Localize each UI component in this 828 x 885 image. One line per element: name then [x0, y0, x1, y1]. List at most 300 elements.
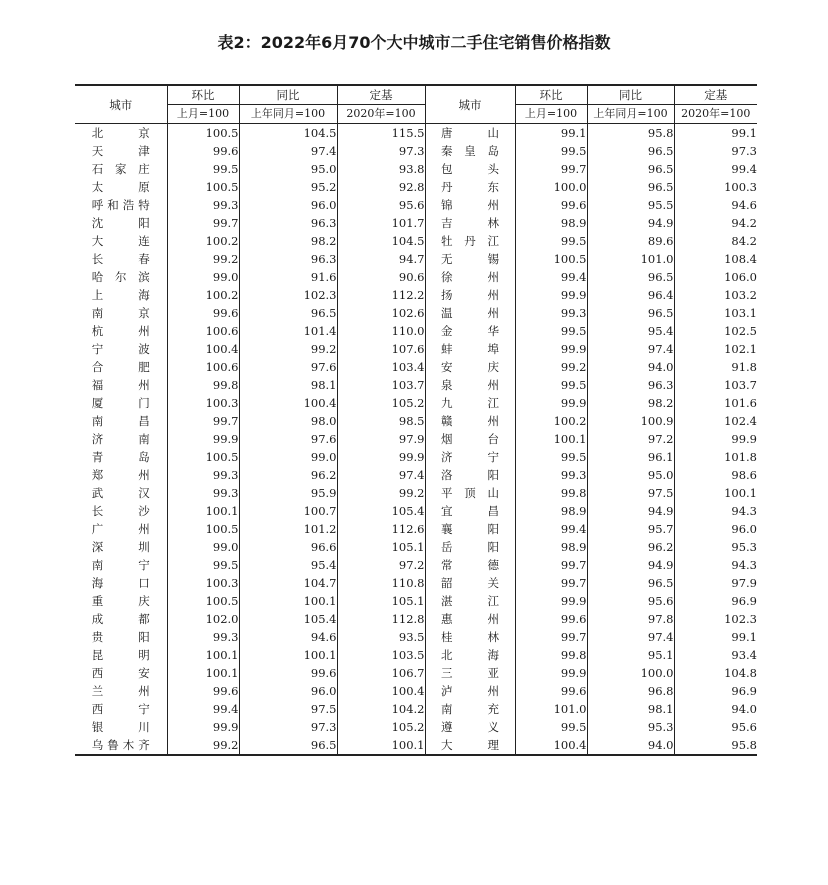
city-name: 济 宁 — [441, 450, 499, 464]
base-value: 101.6 — [674, 394, 757, 412]
city-header-right: 城市 — [425, 85, 515, 124]
yoy-value: 96.4 — [587, 286, 674, 304]
yoy-value: 94.9 — [587, 214, 674, 232]
base-value: 84.2 — [674, 232, 757, 250]
table-row — [75, 160, 757, 178]
city-cell-left — [75, 574, 167, 592]
base-value: 103.4 — [337, 358, 425, 376]
city-name: 韶 关 — [441, 576, 499, 590]
city-cell-right — [425, 736, 515, 755]
base-value: 112.8 — [337, 610, 425, 628]
city-name: 长 春 — [91, 252, 150, 266]
base-value: 94.7 — [337, 250, 425, 268]
base-value: 94.2 — [674, 214, 757, 232]
city-name: 牡丹江 — [441, 234, 499, 248]
yoy-value: 100.4 — [239, 394, 337, 412]
city-cell-left — [75, 538, 167, 556]
yoy-value: 95.9 — [239, 484, 337, 502]
city-cell-left — [75, 178, 167, 196]
base-value: 103.1 — [674, 304, 757, 322]
mom-value: 100.2 — [515, 412, 587, 430]
table-row — [75, 736, 757, 755]
base-value: 105.2 — [337, 718, 425, 736]
yoy-value: 98.2 — [587, 394, 674, 412]
yoy-value: 96.5 — [587, 268, 674, 286]
base-value: 93.4 — [674, 646, 757, 664]
city-name: 徐 州 — [441, 270, 499, 284]
base-value: 103.7 — [674, 376, 757, 394]
yoy-value: 97.2 — [587, 430, 674, 448]
mom-value: 100.6 — [167, 322, 239, 340]
city-cell-right — [425, 178, 515, 196]
base-header-left: 定基 — [337, 85, 425, 105]
table-row — [75, 466, 757, 484]
city-cell-right — [425, 268, 515, 286]
yoy-value: 104.7 — [239, 574, 337, 592]
yoy-value: 94.9 — [587, 556, 674, 574]
city-name: 泉 州 — [441, 378, 499, 392]
base-value: 95.3 — [674, 538, 757, 556]
yoy-value: 97.5 — [239, 700, 337, 718]
city-name: 西 安 — [91, 666, 150, 680]
city-cell-left — [75, 646, 167, 664]
city-cell-right — [425, 376, 515, 394]
mom-value: 100.5 — [167, 592, 239, 610]
yoy-value: 96.3 — [239, 250, 337, 268]
mom-value: 100.5 — [515, 250, 587, 268]
city-cell-left — [75, 466, 167, 484]
city-name: 乌鲁木齐 — [91, 738, 150, 752]
mom-value: 99.6 — [515, 682, 587, 700]
table-row — [75, 556, 757, 574]
yoy-value: 99.0 — [239, 448, 337, 466]
table-row — [75, 430, 757, 448]
city-name: 福 州 — [91, 378, 150, 392]
city-cell-right — [425, 574, 515, 592]
mom-value: 98.9 — [515, 538, 587, 556]
city-cell-right — [425, 538, 515, 556]
base-value: 102.1 — [674, 340, 757, 358]
city-name: 秦皇岛 — [441, 144, 499, 158]
mom-value: 99.5 — [515, 448, 587, 466]
city-name: 郑 州 — [91, 468, 150, 482]
city-name: 吉 林 — [441, 216, 499, 230]
base-value: 98.6 — [674, 466, 757, 484]
city-cell-left — [75, 736, 167, 755]
yoy-value: 95.0 — [587, 466, 674, 484]
yoy-value: 96.8 — [587, 682, 674, 700]
mom-value: 99.1 — [515, 124, 587, 143]
yoy-value: 100.1 — [239, 646, 337, 664]
table-row — [75, 178, 757, 196]
mom-subheader-right: 上月=100 — [515, 105, 587, 124]
mom-value: 99.6 — [167, 682, 239, 700]
city-name: 银 川 — [91, 720, 150, 734]
yoy-value: 96.1 — [587, 448, 674, 466]
table-row — [75, 682, 757, 700]
city-cell-left — [75, 250, 167, 268]
city-cell-right — [425, 160, 515, 178]
yoy-header-right: 同比 — [587, 85, 674, 105]
city-cell-right — [425, 520, 515, 538]
yoy-value: 95.3 — [587, 718, 674, 736]
city-name: 锦 州 — [441, 198, 499, 212]
city-name: 常 德 — [441, 558, 499, 572]
table-row — [75, 250, 757, 268]
mom-value: 99.7 — [515, 628, 587, 646]
city-cell-left — [75, 340, 167, 358]
table-row — [75, 412, 757, 430]
city-cell-right — [425, 304, 515, 322]
base-value: 97.3 — [337, 142, 425, 160]
base-value: 94.0 — [674, 700, 757, 718]
mom-value: 100.3 — [167, 574, 239, 592]
yoy-value: 95.4 — [239, 556, 337, 574]
base-value: 101.8 — [674, 448, 757, 466]
mom-value: 100.5 — [167, 124, 239, 143]
city-cell-right — [425, 124, 515, 143]
city-cell-right — [425, 286, 515, 304]
city-name: 平顶山 — [441, 486, 499, 500]
city-name: 天 津 — [91, 144, 150, 158]
mom-value: 100.3 — [167, 394, 239, 412]
yoy-value: 97.4 — [239, 142, 337, 160]
yoy-value: 95.7 — [587, 520, 674, 538]
mom-value: 99.5 — [515, 232, 587, 250]
mom-value: 100.1 — [167, 646, 239, 664]
city-name: 沈 阳 — [91, 216, 150, 230]
base-value: 94.3 — [674, 556, 757, 574]
table-row — [75, 574, 757, 592]
yoy-value: 97.3 — [239, 718, 337, 736]
base-value: 100.3 — [674, 178, 757, 196]
base-value: 94.6 — [674, 196, 757, 214]
base-value: 93.8 — [337, 160, 425, 178]
city-name: 洛 阳 — [441, 468, 499, 482]
mom-value: 100.1 — [167, 502, 239, 520]
city-cell-right — [425, 322, 515, 340]
base-value: 106.7 — [337, 664, 425, 682]
city-name: 太 原 — [91, 180, 150, 194]
city-cell-left — [75, 610, 167, 628]
table-row — [75, 628, 757, 646]
city-name: 厦 门 — [91, 396, 150, 410]
mom-value: 99.3 — [515, 466, 587, 484]
city-cell-left — [75, 556, 167, 574]
city-name: 惠 州 — [441, 612, 499, 626]
mom-value: 99.3 — [167, 466, 239, 484]
mom-subheader-left: 上月=100 — [167, 105, 239, 124]
city-name: 三 亚 — [441, 666, 499, 680]
yoy-value: 94.0 — [587, 358, 674, 376]
city-cell-left — [75, 304, 167, 322]
base-value: 110.8 — [337, 574, 425, 592]
city-cell-right — [425, 394, 515, 412]
yoy-value: 96.5 — [587, 178, 674, 196]
city-cell-right — [425, 412, 515, 430]
base-value: 99.1 — [674, 628, 757, 646]
base-value: 106.0 — [674, 268, 757, 286]
base-value: 103.5 — [337, 646, 425, 664]
city-name: 武 汉 — [91, 486, 150, 500]
city-name: 丹 东 — [441, 180, 499, 194]
yoy-value: 99.6 — [239, 664, 337, 682]
mom-value: 99.5 — [515, 142, 587, 160]
city-cell-left — [75, 286, 167, 304]
city-cell-left — [75, 322, 167, 340]
base-value: 96.0 — [674, 520, 757, 538]
table-row — [75, 484, 757, 502]
yoy-value: 102.3 — [239, 286, 337, 304]
city-cell-left — [75, 448, 167, 466]
yoy-value: 96.3 — [239, 214, 337, 232]
city-cell-left — [75, 268, 167, 286]
city-cell-right — [425, 682, 515, 700]
base-value: 95.6 — [674, 718, 757, 736]
base-value: 100.1 — [337, 736, 425, 755]
base-value: 101.7 — [337, 214, 425, 232]
mom-value: 99.9 — [515, 664, 587, 682]
mom-value: 99.5 — [167, 556, 239, 574]
city-name: 安 庆 — [441, 360, 499, 374]
base-value: 102.4 — [674, 412, 757, 430]
mom-value: 99.9 — [515, 340, 587, 358]
city-name: 蚌 埠 — [441, 342, 499, 356]
city-name: 合 肥 — [91, 360, 150, 374]
city-cell-right — [425, 466, 515, 484]
mom-value: 99.9 — [515, 286, 587, 304]
mom-value: 100.1 — [515, 430, 587, 448]
mom-value: 100.2 — [167, 232, 239, 250]
base-value: 91.8 — [674, 358, 757, 376]
base-value: 95.6 — [337, 196, 425, 214]
city-cell-right — [425, 502, 515, 520]
base-value: 104.8 — [674, 664, 757, 682]
table-row — [75, 520, 757, 538]
city-cell-left — [75, 520, 167, 538]
yoy-value: 94.0 — [587, 736, 674, 755]
city-cell-left — [75, 628, 167, 646]
city-cell-right — [425, 358, 515, 376]
city-name: 襄 阳 — [441, 522, 499, 536]
city-name: 海 口 — [91, 576, 150, 590]
mom-value: 100.5 — [167, 520, 239, 538]
mom-value: 99.4 — [167, 700, 239, 718]
base-value: 100.1 — [674, 484, 757, 502]
yoy-value: 96.0 — [239, 682, 337, 700]
mom-value: 99.7 — [167, 412, 239, 430]
table-row — [75, 340, 757, 358]
base-value: 108.4 — [674, 250, 757, 268]
base-value: 100.4 — [337, 682, 425, 700]
base-value: 110.0 — [337, 322, 425, 340]
city-name: 烟 台 — [441, 432, 499, 446]
yoy-value: 96.5 — [239, 304, 337, 322]
base-value: 112.6 — [337, 520, 425, 538]
mom-value: 99.2 — [167, 736, 239, 755]
mom-value: 100.0 — [515, 178, 587, 196]
base-value: 102.3 — [674, 610, 757, 628]
base-value: 99.4 — [674, 160, 757, 178]
table-row — [75, 448, 757, 466]
city-cell-right — [425, 556, 515, 574]
base-value: 97.3 — [674, 142, 757, 160]
table-row — [75, 538, 757, 556]
table-row — [75, 376, 757, 394]
yoy-value: 101.0 — [587, 250, 674, 268]
city-cell-right — [425, 232, 515, 250]
city-name: 扬 州 — [441, 288, 499, 302]
yoy-value: 97.8 — [587, 610, 674, 628]
city-name: 岳 阳 — [441, 540, 499, 554]
base-value: 102.5 — [674, 322, 757, 340]
city-name: 呼和浩特 — [91, 198, 150, 212]
mom-value: 99.7 — [515, 160, 587, 178]
city-name: 杭 州 — [91, 324, 150, 338]
mom-value: 99.5 — [167, 160, 239, 178]
base-value: 112.2 — [337, 286, 425, 304]
base-value: 105.4 — [337, 502, 425, 520]
base-value: 107.6 — [337, 340, 425, 358]
city-cell-right — [425, 664, 515, 682]
base-value: 94.3 — [674, 502, 757, 520]
city-cell-left — [75, 358, 167, 376]
mom-value: 99.2 — [167, 250, 239, 268]
base-value: 99.2 — [337, 484, 425, 502]
base-value: 96.9 — [674, 682, 757, 700]
city-name: 大 连 — [91, 234, 150, 248]
mom-value: 99.3 — [167, 628, 239, 646]
mom-value: 99.6 — [167, 304, 239, 322]
city-name: 西 宁 — [91, 702, 150, 716]
yoy-value: 98.1 — [587, 700, 674, 718]
base-value: 97.4 — [337, 466, 425, 484]
base-value: 96.9 — [674, 592, 757, 610]
yoy-value: 95.4 — [587, 322, 674, 340]
city-name: 桂 林 — [441, 630, 499, 644]
mom-value: 98.9 — [515, 502, 587, 520]
city-name: 包 头 — [441, 162, 499, 176]
city-cell-right — [425, 214, 515, 232]
yoy-value: 100.7 — [239, 502, 337, 520]
table-row — [75, 142, 757, 160]
base-value: 95.8 — [674, 736, 757, 755]
table-row — [75, 214, 757, 232]
mom-value: 99.5 — [515, 718, 587, 736]
yoy-value: 101.4 — [239, 322, 337, 340]
city-name: 宁 波 — [91, 342, 150, 356]
yoy-value: 104.5 — [239, 124, 337, 143]
city-cell-left — [75, 412, 167, 430]
base-value: 97.2 — [337, 556, 425, 574]
yoy-value: 96.5 — [239, 736, 337, 755]
city-cell-right — [425, 448, 515, 466]
city-cell-right — [425, 628, 515, 646]
yoy-value: 98.0 — [239, 412, 337, 430]
table-row — [75, 394, 757, 412]
city-name: 金 华 — [441, 324, 499, 338]
table-row — [75, 646, 757, 664]
table-row — [75, 304, 757, 322]
table-row — [75, 268, 757, 286]
base-value: 102.6 — [337, 304, 425, 322]
yoy-value: 94.6 — [239, 628, 337, 646]
city-name: 深 圳 — [91, 540, 150, 554]
mom-value: 99.3 — [167, 196, 239, 214]
city-cell-right — [425, 142, 515, 160]
mom-value: 99.4 — [515, 268, 587, 286]
city-cell-left — [75, 394, 167, 412]
city-cell-right — [425, 250, 515, 268]
city-name: 上 海 — [91, 288, 150, 302]
yoy-subheader-left: 上年同月=100 — [239, 105, 337, 124]
city-name: 石家庄 — [91, 162, 150, 176]
mom-value: 100.5 — [167, 448, 239, 466]
city-name: 泸 州 — [441, 684, 499, 698]
city-name: 无 锡 — [441, 252, 499, 266]
mom-value: 99.7 — [515, 574, 587, 592]
mom-value: 99.0 — [167, 538, 239, 556]
table-row — [75, 718, 757, 736]
city-cell-right — [425, 430, 515, 448]
mom-value: 99.7 — [515, 556, 587, 574]
header-row-top — [75, 85, 757, 105]
mom-value: 101.0 — [515, 700, 587, 718]
city-name: 南 宁 — [91, 558, 150, 572]
city-name: 北 京 — [91, 126, 150, 140]
base-value: 103.2 — [674, 286, 757, 304]
base-value: 103.7 — [337, 376, 425, 394]
city-name: 贵 阳 — [91, 630, 150, 644]
city-cell-right — [425, 484, 515, 502]
price-index-table — [75, 84, 757, 756]
city-name: 南 充 — [441, 702, 499, 716]
city-cell-left — [75, 196, 167, 214]
yoy-value: 95.1 — [587, 646, 674, 664]
table-body — [75, 124, 757, 756]
base-value: 105.1 — [337, 538, 425, 556]
base-value: 93.5 — [337, 628, 425, 646]
city-name: 九 江 — [441, 396, 499, 410]
base-value: 90.6 — [337, 268, 425, 286]
mom-value: 99.4 — [515, 520, 587, 538]
yoy-value: 99.2 — [239, 340, 337, 358]
mom-header-right: 环比 — [515, 85, 587, 105]
city-cell-left — [75, 232, 167, 250]
mom-value: 100.4 — [167, 340, 239, 358]
yoy-value: 98.2 — [239, 232, 337, 250]
mom-value: 100.1 — [167, 664, 239, 682]
base-value: 115.5 — [337, 124, 425, 143]
mom-value: 99.6 — [515, 196, 587, 214]
city-name: 大 理 — [441, 738, 499, 752]
city-cell-left — [75, 718, 167, 736]
yoy-value: 95.0 — [239, 160, 337, 178]
mom-value: 99.7 — [167, 214, 239, 232]
mom-value: 99.5 — [515, 322, 587, 340]
yoy-value: 96.5 — [587, 574, 674, 592]
table-row — [75, 286, 757, 304]
city-name: 北 海 — [441, 648, 499, 662]
mom-value: 102.0 — [167, 610, 239, 628]
city-cell-left — [75, 592, 167, 610]
base-subheader-left: 2020年=100 — [337, 105, 425, 124]
table-row — [75, 592, 757, 610]
mom-value: 99.5 — [515, 376, 587, 394]
mom-value: 99.6 — [167, 142, 239, 160]
yoy-value: 96.2 — [587, 538, 674, 556]
mom-value: 99.9 — [167, 430, 239, 448]
